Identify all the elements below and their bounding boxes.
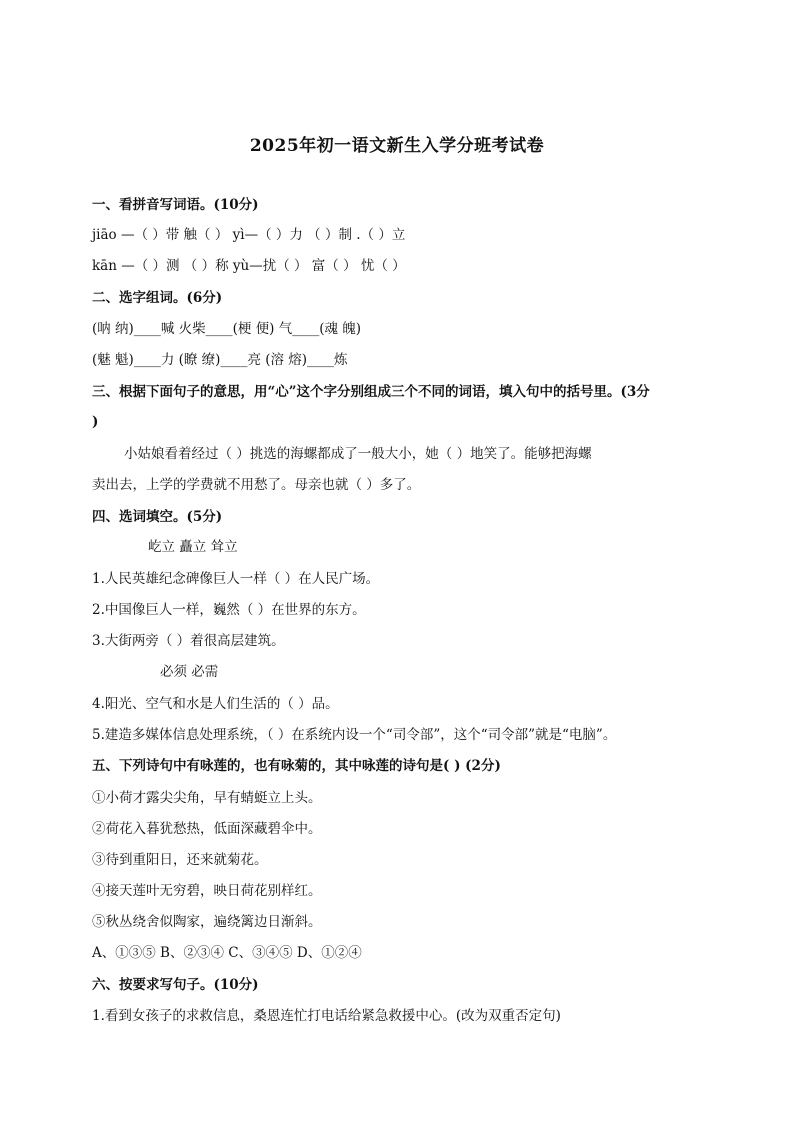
- answer-options: A、①③⑤ B、②③④ C、③④⑤ D、①②④: [92, 945, 362, 961]
- char-choice-row-1: (呐 纳)____喊 火柴____(梗 便) 气____(魂 魄): [92, 321, 362, 337]
- word-bank-2: 必须 必需: [160, 664, 219, 680]
- question-4-2: 2.中国像巨人一样，巍然（ ）在世界的东方。: [92, 602, 366, 618]
- section-2-heading: 二、选字组词。(6分): [92, 290, 223, 306]
- question-4-1: 1.人民英雄纪念碑像巨人一样（ ）在人民广场。: [92, 571, 380, 587]
- question-4-5: 5.建造多媒体信息处理系统，（ ）在系统内设一个“司令部”，这个“司令部”就是“电脑”。: [92, 727, 617, 743]
- section-5-heading: 五、下列诗句中有咏莲的，也有咏菊的，其中咏莲的诗句是( ) (2分): [92, 758, 501, 774]
- poem-line-3: ③待到重阳日，还来就菊花。: [92, 852, 268, 868]
- question-6-1: 1.看到女孩子的求救信息，桑恩连忙打电话给紧急救援中心。(改为双重否定句): [92, 1008, 561, 1024]
- page-title: 2025年初一语文新生入学分班考试卷: [249, 136, 545, 156]
- pinyin-row-1: jiāo —（ ）带 触（ ） yì—（ ）力 （ ）制 .（ ）立: [92, 227, 406, 243]
- pinyin-row-2: kān —（ ）测 （ ）称 yù—扰（ ） 富（ ） 忧（ ）: [92, 258, 406, 274]
- section-3-heading: 三、根据下面句子的意思，用“心”这个字分别组成三个不同的词语，填入句中的括号里。(3分: [92, 384, 650, 400]
- question-4-3: 3.大街两旁（ ）着很高层建筑。: [92, 633, 285, 649]
- section-6-heading: 六、按要求写句子。(10分): [92, 977, 259, 993]
- section-1-heading: 一、看拼音写词语。(10分): [92, 197, 259, 213]
- section-4-heading: 四、选词填空。(5分): [92, 509, 223, 525]
- section-3-heading-cont: ): [92, 414, 99, 430]
- poem-line-2: ②荷花入暮犹愁热，低面深藏碧伞中。: [92, 821, 322, 837]
- section-3-paragraph-line-1: 小姑娘看着经过（ ）挑选的海螺都成了一般大小，她（ ）地笑了。能够把海螺: [124, 446, 592, 462]
- char-choice-row-2: (魅 魁)____力 (瞭 缭)____亮 (溶 熔)____炼: [92, 352, 348, 368]
- section-3-paragraph-line-2: 卖出去，上学的学费就不用愁了。母亲也就（ ）多了。: [92, 477, 421, 493]
- poem-line-5: ⑤秋丛绕舍似陶家，遍绕篱边日渐斜。: [92, 914, 322, 930]
- question-4-4: 4.阳光、空气和水是人们生活的（ ）品。: [92, 696, 339, 712]
- poem-line-4: ④接天莲叶无穷碧，映日荷花别样红。: [92, 883, 322, 899]
- poem-line-1: ①小荷才露尖尖角，早有蜻蜓立上头。: [92, 790, 322, 806]
- word-bank-1: 屹立 矗立 耸立: [148, 539, 238, 555]
